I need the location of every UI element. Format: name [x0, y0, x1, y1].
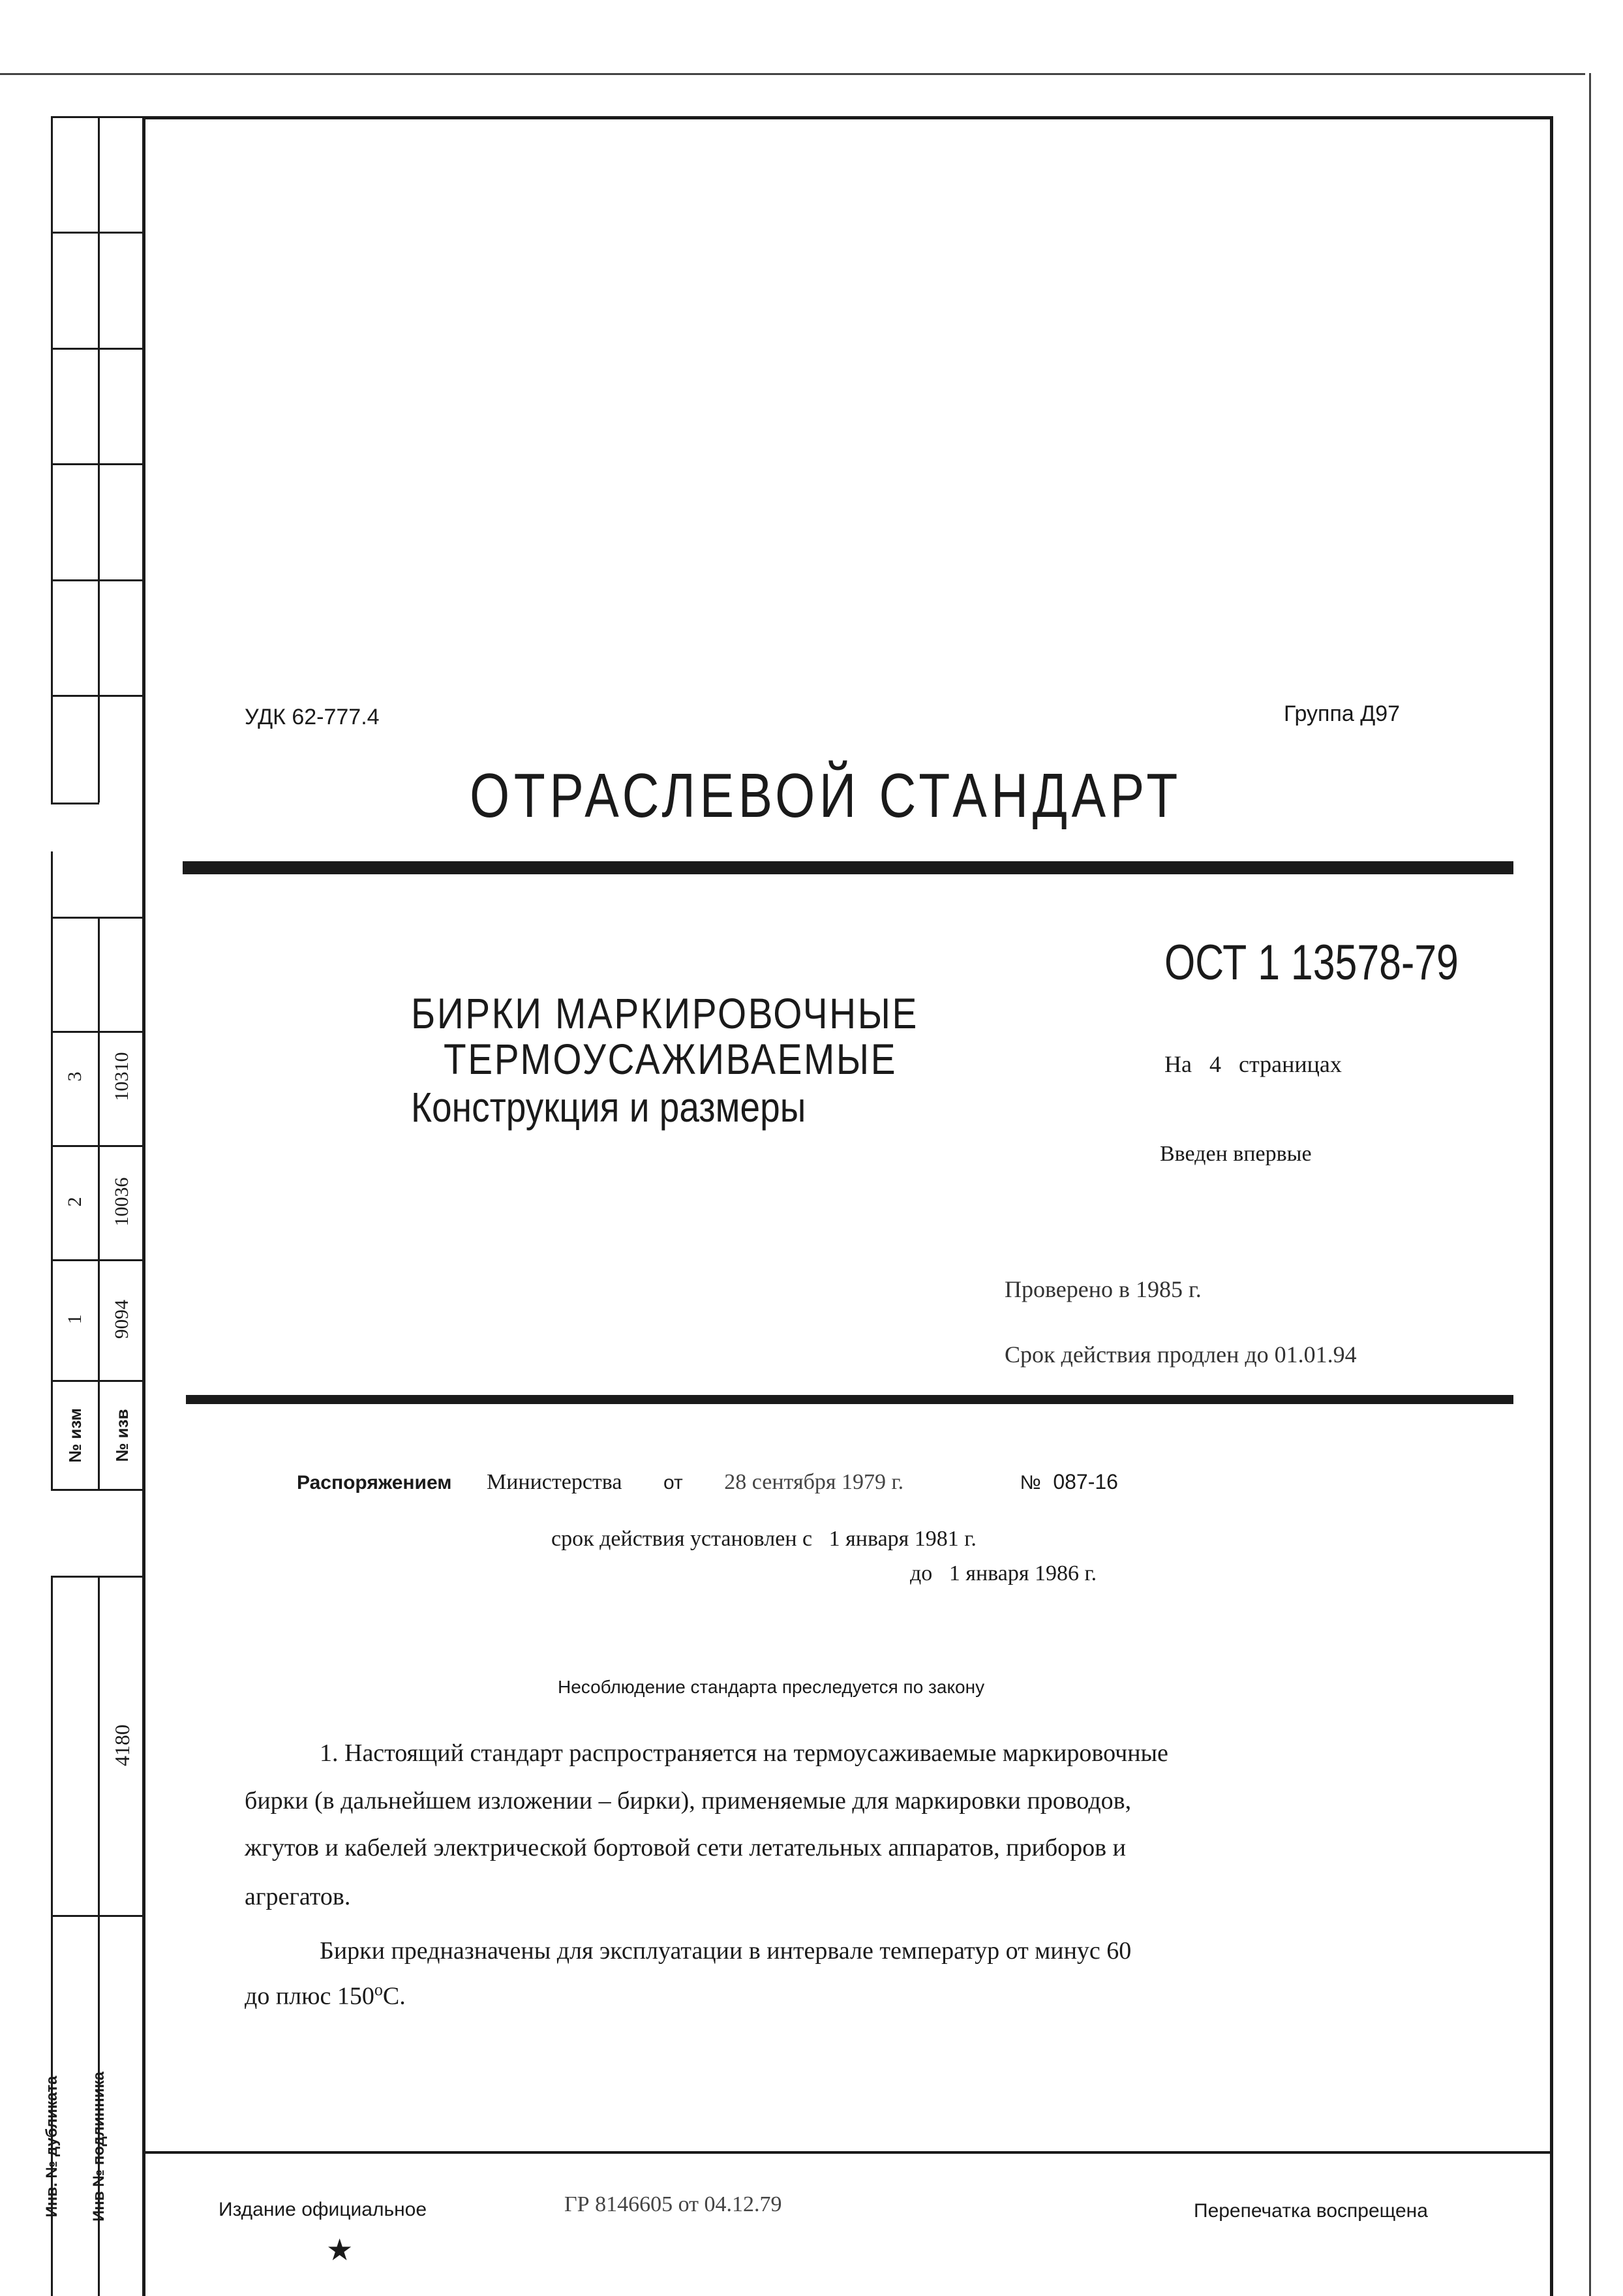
- inventory-table-line: [51, 1576, 145, 1578]
- title-line-1: БИРКИ МАРКИРОВОЧНЫЕ: [411, 989, 918, 1037]
- thick-rule-top: [183, 861, 1513, 874]
- introduced-note: Введен впервые: [1160, 1142, 1312, 1166]
- change-table-left-border: [51, 851, 53, 1491]
- checked-note: Проверено в 1985 г.: [1005, 1276, 1202, 1302]
- pages-info: [1164, 1050, 1342, 1078]
- frame-right-border: [1550, 116, 1553, 2296]
- margin-row-line: [51, 116, 145, 118]
- change-table-line: [51, 1259, 145, 1261]
- change-izm-2: 2: [64, 1197, 85, 1207]
- label-inv-duplicate: Инв. № дубликата: [43, 2075, 61, 2218]
- right-trim-line: [1589, 73, 1591, 2296]
- change-izv-1: 9094: [111, 1300, 132, 1339]
- margin-row-line: [51, 348, 145, 350]
- footer-registration: ГР 8146605 от 04.12.79: [564, 2192, 782, 2216]
- order-number-sign: №: [1020, 1472, 1041, 1493]
- validity-to-label: до: [910, 1561, 933, 1585]
- udk-code: УДК 62-777.4: [245, 705, 380, 729]
- paragraph2-line2-prefix: до плюс 150: [245, 1982, 374, 2010]
- change-table-divider: [98, 917, 100, 1491]
- footer-reprint: Перепечатка воспрещена: [1194, 2200, 1428, 2222]
- frame-top-border: [142, 116, 1553, 119]
- margin-row-line: [51, 803, 99, 804]
- pages-info-word: страницах: [1238, 1051, 1342, 1077]
- validity-to: [910, 1561, 1097, 1586]
- margin-row-line: [51, 579, 145, 581]
- standard-type-title: ОТРАСЛЕВОЙ СТАНДАРТ: [470, 761, 1182, 831]
- paragraph1-line2: бирки (в дальнейшем изложении – бирки), применяемые для маркировки проводов,: [245, 1787, 1132, 1814]
- title-subtitle: Конструкция и размеры: [411, 1084, 806, 1131]
- validity-to-date: 1 января 1986 г.: [948, 1561, 1097, 1585]
- paragraph2-line2-suffix: С.: [382, 1982, 406, 2010]
- extended-note: Срок действия продлен до 01.01.94: [1005, 1341, 1357, 1368]
- group-code: Группа Д97: [1284, 701, 1401, 726]
- star-icon: ★: [326, 2233, 354, 2267]
- change-table-line: [51, 1489, 145, 1491]
- change-izv-3: 10310: [111, 1052, 132, 1101]
- order-ot: от: [663, 1472, 683, 1493]
- change-header-izv: № изв: [112, 1409, 132, 1462]
- inventory-table-line: [51, 1915, 145, 1917]
- pages-info-na: На: [1164, 1051, 1192, 1077]
- validity-from-label: срок действия установлен с: [551, 1527, 813, 1551]
- order-ministry: Министерства: [486, 1470, 622, 1494]
- order-line: [297, 1470, 1341, 1495]
- change-table-line: [51, 1380, 145, 1382]
- standard-number: ОСТ 1 13578-79: [1164, 935, 1459, 990]
- footer-edition: Издание официальное: [219, 2199, 427, 2220]
- paragraph2-line2: [245, 1980, 406, 2011]
- change-izm-3: 3: [64, 1071, 85, 1082]
- change-table-line: [51, 917, 145, 919]
- paragraph1-line3: жгутов и кабелей электрической бортовой сети летательных аппаратов, приборов и: [245, 1834, 1126, 1861]
- paragraph1-line4: агрегатов.: [245, 1883, 351, 1910]
- degree-sign: о: [374, 1980, 383, 1999]
- change-izv-2: 10036: [111, 1177, 132, 1227]
- margin-row-line: [51, 232, 145, 234]
- margin-col-divider: [98, 116, 100, 803]
- top-trim-line: [0, 73, 1585, 75]
- footer-divider: [142, 2151, 1553, 2154]
- change-table-line: [51, 1145, 145, 1147]
- margin-row-line: [51, 463, 145, 465]
- frame-left-border: [142, 116, 145, 2296]
- law-notice: Несоблюдение стандарта преследуется по закону: [558, 1677, 985, 1697]
- validity-from-date: 1 января 1981 г.: [828, 1527, 977, 1551]
- order-label: Распоряжением: [297, 1472, 452, 1493]
- validity-from: [551, 1527, 977, 1552]
- order-number: 087-16: [1053, 1470, 1118, 1493]
- duplicate-number: 4180: [110, 1724, 134, 1766]
- paragraph1-line1: 1. Настоящий стандарт распространяется на термоусаживаемые маркировочные: [320, 1739, 1168, 1767]
- paragraph2-line1: Бирки предназначены для эксплуатации в интервале температур от минус 60: [320, 1937, 1132, 1965]
- title-line-2: ТЕРМОУСАЖИВАЕМЫЕ: [444, 1035, 898, 1083]
- pages-count: 4: [1209, 1051, 1221, 1077]
- thick-rule-bottom: [186, 1395, 1513, 1404]
- margin-col-left-border: [51, 116, 53, 803]
- label-inv-original: Инв № подлинника: [90, 2072, 108, 2222]
- order-date: 28 сентября 1979 г.: [724, 1470, 904, 1494]
- change-header-izm: № изм: [65, 1408, 85, 1463]
- margin-row-line: [51, 695, 145, 697]
- change-izm-1: 1: [64, 1314, 85, 1324]
